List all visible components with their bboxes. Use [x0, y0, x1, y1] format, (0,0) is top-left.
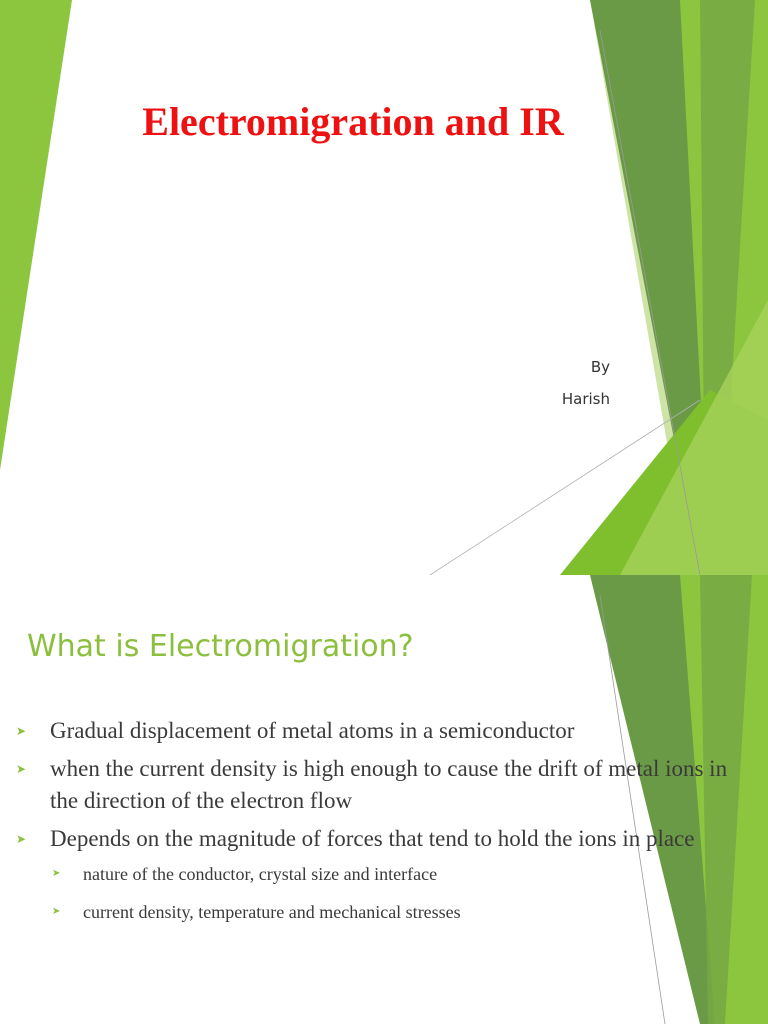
author-name: Harish — [561, 390, 610, 408]
sub-bullet-arrow-icon: ➤ — [52, 868, 61, 879]
slide-title-2: What is Electromigration? — [27, 629, 414, 664]
left-green-triangle — [0, 0, 72, 470]
sub-bullet-item — [0, 899, 740, 925]
bullet-arrow-icon: ➤ — [16, 832, 27, 846]
bullet-arrow-icon: ➤ — [16, 762, 27, 776]
by-label: By — [590, 358, 610, 376]
bullet-item — [0, 753, 740, 817]
bullet-item — [0, 823, 740, 855]
bullet-item — [0, 715, 740, 747]
bullet-text: when the current density is high enough to cause the drift of metal ions in the direction of the electron flow — [50, 756, 728, 813]
content-slide — [0, 575, 768, 1024]
sub-bullet-text: nature of the conductor, crystal size and interface — [83, 864, 438, 884]
slide-title: Electromigration and IR — [142, 99, 564, 144]
bullet-list — [0, 715, 740, 937]
sub-bullet-item — [0, 861, 740, 887]
bullet-text: Gradual displacement of metal atoms in a semiconductor — [50, 718, 575, 743]
sub-bullet-arrow-icon: ➤ — [52, 906, 61, 917]
bullet-arrow-icon: ➤ — [16, 724, 27, 738]
bullet-text: Depends on the magnitude of forces that tend to hold the ions in place — [50, 826, 695, 851]
sub-bullet-text: current density, temperature and mechanical stresses — [83, 902, 461, 922]
